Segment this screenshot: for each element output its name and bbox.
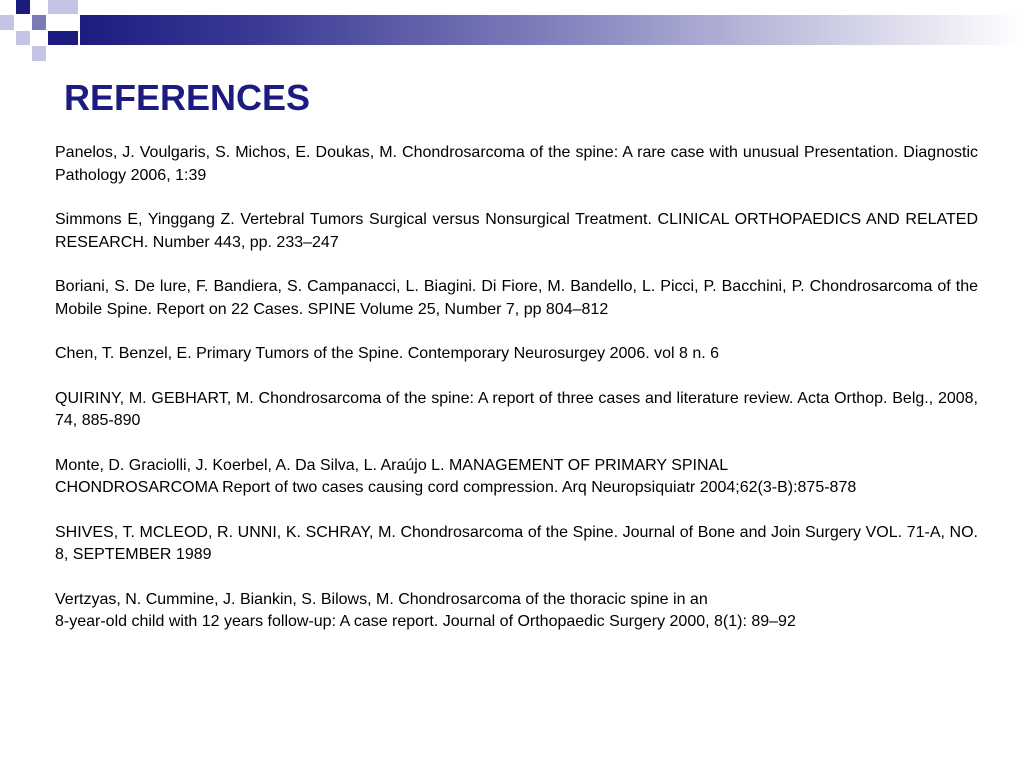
reference-item-6 [55,455,978,500]
corner-square-light-4 [16,31,30,45]
reference-item-8 [55,589,978,634]
reference-item-5: QUIRINY, M. GEBHART, M. Chondrosarcoma of the spine: A report of three cases and literature review. Acta Orthop. Belg., 2008, 74, 885-890 [55,389,978,429]
corner-square-dark-1 [16,0,30,14]
corner-square-light-2 [62,0,78,14]
reference-item-7: SHIVES, T. MCLEOD, R. UNNI, K. SCHRAY, M. Chondrosarcoma of the Spine. Journal of Bone and Join Surgery VOL. 71-A, NO. 8, SEPTEMBER 1989 [55,523,978,563]
reference-item-3: Boriani, S. De lure, F. Bandiera, S. Campanacci, L. Biagini. Di Fiore, M. Bandello, L. Picci, P. Bacchini, P. Chondrosarcoma of the Mobile Spine. Report on 22 Cases. SPINE Volume 25, Number 7, pp 804–812 [55,278,978,318]
corner-square-light-1 [48,0,62,14]
reference-item-8-line-2: 8-year-old child with 12 years follow-up: A case report. Journal of Orthopaedic Surgery 2000, 8(1): 89–92 [55,613,796,630]
reference-item-8-line-1: Vertzyas, N. Cummine, J. Biankin, S. Bilows, M. Chondrosarcoma of the thoracic spine in an [55,590,708,608]
reference-item-6-line-2: CHONDROSARCOMA Report of two cases causing cord compression. Arq Neuropsiquiatr 2004;62(3-B):875-878 [55,479,857,496]
reference-item-4: Chen, T. Benzel, E. Primary Tumors of the Spine. Contemporary Neurosurgey 2006. vol 8 n. 6 [55,345,720,362]
reference-item-1: Panelos, J. Voulgaris, S. Michos, E. Doukas, M. Chondrosarcoma of the spine: A rare case with unusual Presentation. Diagnostic Pathology 2006, 1:39 [55,144,978,184]
reference-item-6-line-1: Monte, D. Graciolli, J. Koerbel, A. Da Silva, L. Araújo L. MANAGEMENT OF PRIMARY SPINAL [55,456,729,474]
reference-list [55,142,978,656]
reference-item-2: Simmons E, Yinggang Z. Vertebral Tumors Surgical versus Nonsurgical Treatment. CLINICAL ORTHOPAEDICS AND RELATED RESEARCH. Number 443, pp. 233–247 [55,211,978,251]
corner-square-dark-2 [48,31,78,45]
corner-square-light-3 [0,15,14,30]
header-gradient-bar [80,15,1024,45]
slide-title: REFERENCES [64,77,311,118]
corner-square-mid-1 [32,15,46,30]
corner-square-light-5 [32,46,46,61]
